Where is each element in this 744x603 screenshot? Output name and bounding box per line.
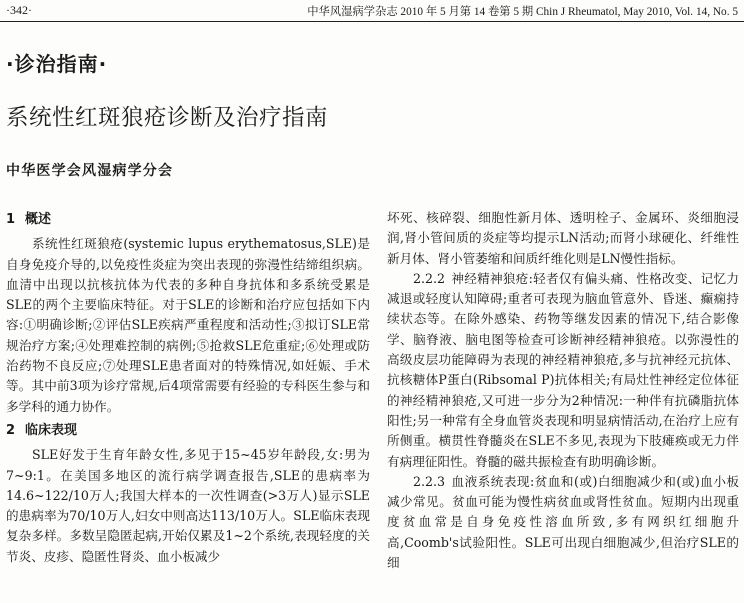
- journal-citation: 中华风湿病学杂志 2010 年 5 月第 14 卷第 5 期 Chin J Rheumatol, May 2010, Vol. 14, No. 5: [307, 6, 738, 18]
- running-header: [0, 2, 744, 20]
- section-2-paragraph: SLE好发于生育年龄女性,多见于15~45岁年龄段,女:男为7~9:1。在美国多地区的流行病学调查报告,SLE的患病率为14.6~122/10万人;我国大样本的一次性调查(>3万人)显示SLE的患病率为70/10万人,妇女中则高达113/10万人。SLE临床表现复杂多样。多数呈隐匿起病,开始仅累及1~2个系统,表现轻度的关节炎、皮疹、隐匿性肾炎、血小板减少: [6, 447, 370, 564]
- section-title: 临床表现: [25, 422, 78, 438]
- section-1-paragraph: 系统性红斑狼疮(systemic lupus erythematosus,SLE)是自身免疫介导的,以免疫性炎症为突出表现的弥漫性结缔组织病。血清中出现以抗核抗体为代表的多种自身抗体和多系统受累是SLE的两个主要临床特征。对于SLE的诊断和治疗应包括如下内容:①明确诊断;②评估SLE疾病严重程度和活动性;③拟订SLE常规治疗方案;④处理难控制的病例;⑤抢救SLE危重症;⑥处理或防治药物不良反应;⑦处理SLE患者面对的特殊情况,如妊娠、手术等。其中前3项为诊疗常规,后4项常需要有经验的专科医生参与和多学科的通力协作。: [6, 236, 370, 414]
- subsection-number: 2.2.2: [413, 270, 446, 286]
- section-number: 2: [6, 422, 16, 438]
- subsection-text: 神经精神狼疮:轻者仅有偏头痛、性格改变、记忆力减退或轻度认知障碍;重者可表现为脑血管意外、昏迷、癫痫持续状态等。在除外感染、药物等继发因素的情况下,结合影像学、脑脊液、脑电图等检查可诊断神经精神狼疮。以弥漫性的高级皮层功能障碍为表现的神经精神狼疮,多与抗神经元抗体、抗核糖体P蛋白(Ribsomal P)抗体相关;有局灶性神经定位体征的神经精神狼疮,又可进一步分为2种情况:一种伴有抗磷脂抗体阳性;另一种常有全身血管炎表现和明显病情活动,在治疗上应有所侧重。横贯性脊髓炎在SLE不多见,表现为下肢瘫痪或无力伴有病理征阳性。脊髓的磁共振检查有助明确诊断。: [387, 270, 739, 469]
- header-rule: [0, 21, 744, 22]
- continued-paragraph: 坏死、核碎裂、细胞性新月体、透明栓子、金属环、炎细胞浸润,肾小管间质的炎症等均提示LN活动;而肾小球硬化、纤维性新月体、肾小管萎缩和间质纤维化则是LN慢性指标。: [387, 210, 739, 266]
- section-number: 1: [6, 212, 16, 227]
- author-line: 中华医学会风湿病学分会: [6, 163, 174, 179]
- section-title: 概述: [25, 212, 52, 227]
- section-2-heading: [6, 421, 370, 441]
- subsection-number: 2.2.3: [413, 473, 446, 489]
- page-number: ·342·: [6, 3, 32, 17]
- column-name: ·诊治指南·: [6, 52, 108, 76]
- subsection-2-2-3: [387, 472, 739, 573]
- section-1-heading: [6, 210, 370, 230]
- subsection-text: 血液系统表现:贫血和(或)白细胞减少和(或)血小板减少常见。贫血可能为慢性病贫血或肾性贫血。短期内出现重度贫血常是自身免疫性溶血所致,多有网织红细胞升高,Coomb's试验阳性。SLE可出现白细胞减少,但治疗SLE的细: [387, 473, 739, 571]
- left-column: [6, 206, 370, 567]
- right-column: [387, 208, 739, 573]
- subsection-2-2-2: [387, 269, 739, 472]
- article-title: 系统性红斑狼疮诊断及治疗指南: [6, 105, 329, 131]
